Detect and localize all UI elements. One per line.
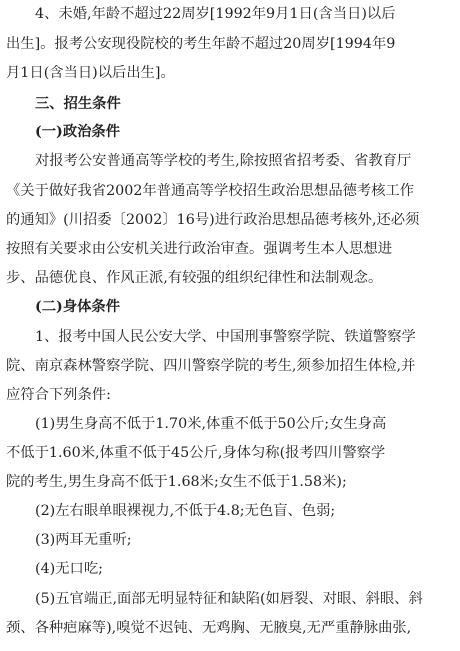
text-line: 按照有关要求由公安机关进行政治审查。强调考生本人思想进	[6, 241, 393, 257]
subsection-heading: (一)政治条件	[35, 124, 121, 140]
text-line: 4、未婚,年龄不超过22周岁[1992年9月1日(含当日)以后	[35, 6, 396, 22]
text-line: 1、报考中国人民公安大学、中国刑事警察学院、铁道警察学	[35, 329, 416, 345]
text-line: 颈、各种疤麻等),嗅觉不迟钝、无鸡胸、无腋臭,无严重静脉曲张,	[6, 620, 412, 636]
text-line: (4)无口吃;	[35, 561, 103, 577]
text-line: 对报考公安普通高等学校的考生,除按照省招考委、省教育厅	[35, 153, 412, 169]
text-line: (3)两耳无重听;	[35, 532, 132, 548]
text-line: 不低于1.60米,体重不低于45公斤,身体匀称(报考四川警察学	[6, 445, 386, 461]
text-line: (1)男生身高不低于1.70米,体重不低于50公斤;女生身高	[35, 416, 387, 432]
text-line: 院的考生,男生身高不低于1.68米;女生不低于1.58米);	[6, 474, 347, 490]
text-line: 院、南京森林警察学院、四川警察学院的考生,须参加招生体检,并	[6, 358, 416, 374]
section-heading: 三、招生条件	[35, 96, 121, 112]
text-line: 应符合下列条件:	[6, 387, 111, 403]
text-line: 月1日(含当日)以后出生]。	[6, 65, 175, 81]
text-line: 出生]。报考公安现役院校的考生年龄不超过20周岁[1994年9	[6, 36, 396, 52]
text-line: 的通知》(川招委〔2002〕16号)进行政治思想品德考核外,还必须	[6, 212, 420, 228]
text-line: 步、品德优良、作风正派,有较强的组织纪律性和法制观念。	[6, 270, 383, 286]
text-line: (2)左右眼单眼裸视力,不低于4.8;无色盲、色弱;	[35, 503, 336, 519]
text-line: (5)五官端正,面部无明显特征和缺陷(如唇裂、对眼、斜眼、斜	[35, 591, 423, 607]
subsection-heading: (二)身体条件	[35, 299, 121, 315]
text-line: 《关于做好我省2002年普通高等学校招生政治思想品德考核工作	[6, 183, 415, 199]
